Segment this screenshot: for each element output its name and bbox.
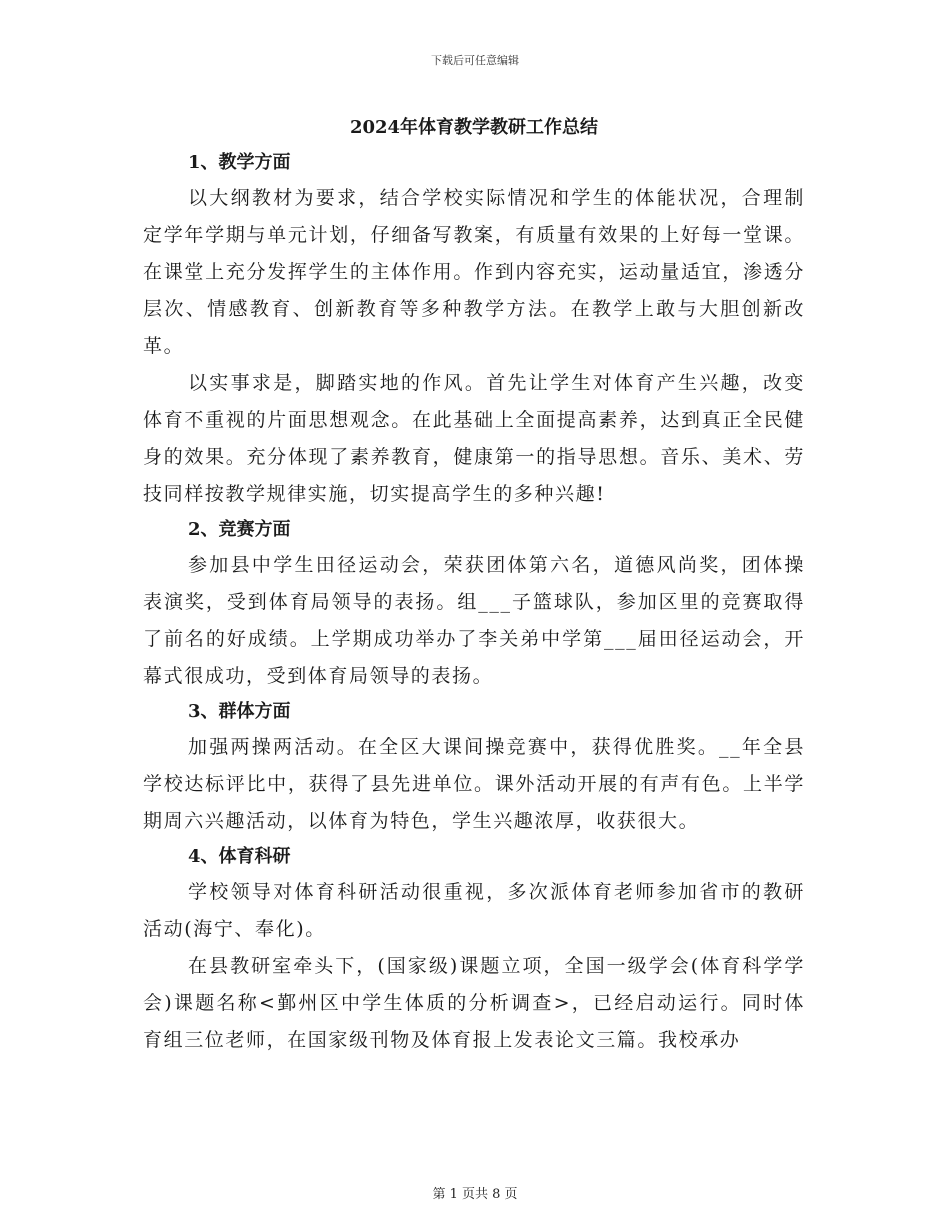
section-heading: 2、竞赛方面 (188, 519, 291, 540)
page-header-note: 下载后可任意编辑 (431, 54, 519, 67)
page-number: 第 1 页共 8 页 (432, 1187, 518, 1202)
section-heading: 4、体育科研 (188, 846, 291, 867)
section-research (143, 840, 805, 1059)
document-body (143, 112, 805, 1059)
paragraph: 以大纲教材为要求，结合学校实际情况和学生的体能状况，合理制定学年学期与单元计划，仔细备写教案，有质量有效果的上好每一堂课。在课堂上充分发挥学生的主体作用。作到内容充实，运动量适宜，渗透分层次、情感教育、创新教育等多种教学方法。在教学上敢与大胆创新改革。 (143, 187, 805, 357)
section-heading: 1、教学方面 (188, 152, 291, 173)
section-teaching (143, 146, 805, 513)
section-competition (143, 513, 805, 695)
paragraph: 在县教研室牵头下，(国家级)课题立项，全国一级学会(体育科学学会)课题名称<鄞州区中学生体质的分析调查>，已经启动运行。同时体育组三位老师，在国家级刊物及体育报上发表论文三篇。我校承办 (143, 955, 805, 1051)
section-group (143, 695, 805, 840)
section-heading: 3、群体方面 (188, 701, 291, 722)
paragraph: 以实事求是，脚踏实地的作风。首先让学生对体育产生兴趣，改变体育不重视的片面思想观念。在此基础上全面提高素养，达到真正全民健身的效果。充分体现了素养教育，健康第一的指导思想。音乐、美术、劳技同样按教学规律实施，切实提高学生的多种兴趣! (143, 372, 805, 505)
paragraph: 学校领导对体育科研活动很重视，多次派体育老师参加省市的教研活动(海宁、奉化)。 (143, 881, 805, 940)
paragraph: 参加县中学生田径运动会，荣获团体第六名，道德风尚奖，团体操表演奖，受到体育局领导的表扬。组___子篮球队，参加区里的竞赛取得了前名的好成绩。上学期成功举办了李关弟中学第___届田径运动会，开幕式很成功，受到体育局领导的表扬。 (143, 554, 805, 687)
document-title: 2024年体育教学教研工作总结 (349, 117, 599, 138)
paragraph: 加强两操两活动。在全区大课间操竞赛中，获得优胜奖。__年全县学校达标评比中，获得了县先进单位。课外活动开展的有声有色。上半学期周六兴趣活动，以体育为特色，学生兴趣浓厚，收获很大。 (143, 736, 805, 832)
